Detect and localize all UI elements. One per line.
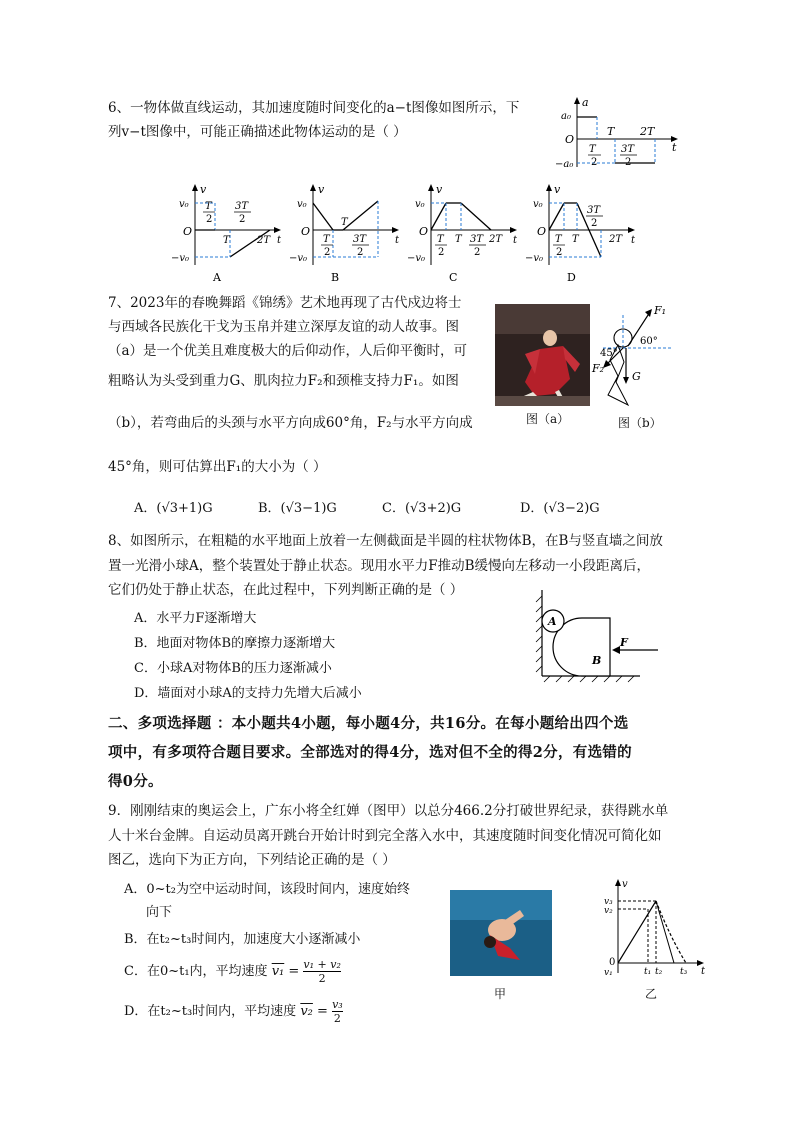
- svg-text:2: 2: [591, 157, 598, 168]
- q7-line3: （a）是一个优美且难度极大的后仰动作，人后仰平衡时，可: [108, 343, 468, 359]
- q7-line1: 7、2023年的春晚舞蹈《锦绣》艺术地再现了古代戍边将士: [108, 295, 462, 311]
- q9-option-b[interactable]: B．在t₂~t₃时间内，加速度大小逐渐减小: [124, 932, 361, 947]
- svg-text:−v₀: −v₀: [171, 253, 190, 264]
- svg-text:2T: 2T: [257, 235, 271, 246]
- q7-option-c[interactable]: C．(√3+2)G: [382, 501, 462, 516]
- svg-text:F₁: F₁: [654, 304, 667, 317]
- svg-text:T: T: [572, 234, 579, 245]
- svg-text:3T: 3T: [621, 144, 635, 155]
- q9-option-c-den: 2: [318, 972, 326, 985]
- svg-text:3T: 3T: [353, 234, 367, 245]
- svg-text:D: D: [567, 271, 576, 284]
- q9-line3: 图乙，选向下为正方向，下列结论正确的是（ ）: [108, 852, 396, 868]
- svg-text:T: T: [555, 234, 562, 245]
- q7-line4: 粗略认为头受到重力G、肌肉拉力F₂和颈椎支持力F₁。如图: [108, 373, 459, 389]
- svg-text:2: 2: [206, 214, 213, 225]
- svg-text:2: 2: [591, 218, 598, 229]
- q9-option-c-prefix: C．在0~t₁内，平均速度: [124, 964, 268, 979]
- q9-line1: 9．刚刚结束的奥运会上，广东小将全红婵（图甲）以总分466.2分打破世界纪录，获得跳水单: [108, 803, 669, 819]
- svg-text:v₀: v₀: [415, 199, 425, 210]
- svg-text:T: T: [323, 234, 330, 245]
- q9-option-a-line1[interactable]: A．0~t₂为空中运动时间，该段时间内，速度始终: [124, 882, 410, 897]
- svg-text:t: t: [701, 966, 706, 977]
- svg-text:2T: 2T: [489, 234, 503, 245]
- svg-text:v: v: [622, 879, 628, 890]
- q8-option-d[interactable]: D．墙面对小球A的支持力先增大后减小: [134, 686, 362, 701]
- q8-line2: 置一光滑小球A，整个装置处于静止状态。现用水平力F推动B缓慢向左移动一小段距离后，: [108, 558, 651, 574]
- q9-vt-graph: [600, 877, 710, 977]
- svg-text:O: O: [419, 225, 429, 238]
- svg-text:t: t: [672, 141, 677, 154]
- svg-text:−a₀: −a₀: [555, 159, 574, 170]
- svg-text:3T: 3T: [470, 234, 484, 245]
- svg-text:F: F: [620, 636, 628, 649]
- fig-jia-caption: 甲: [494, 987, 507, 1001]
- q9-option-d-num: v₃: [332, 998, 343, 1011]
- q6-line1: 6、一物体做直线运动，其加速度随时间变化的a−t图像如图所示，下: [108, 100, 520, 116]
- svg-text:2: 2: [324, 247, 331, 258]
- svg-text:v: v: [200, 183, 207, 196]
- svg-text:2: 2: [357, 247, 364, 258]
- q9-option-d-lhs: v₂: [300, 1004, 313, 1019]
- q7-option-a[interactable]: A．(√3+1)G: [134, 501, 213, 516]
- svg-text:2: 2: [556, 247, 563, 258]
- svg-text:t₁: t₁: [644, 967, 652, 977]
- svg-text:v: v: [318, 183, 325, 196]
- at-a-label: a: [582, 96, 589, 109]
- svg-text:t₃: t₃: [680, 967, 688, 977]
- svg-text:T: T: [455, 234, 462, 245]
- svg-text:O: O: [565, 133, 575, 146]
- dancer-photo: [495, 304, 590, 406]
- svg-text:O: O: [183, 225, 193, 238]
- svg-text:2: 2: [438, 247, 445, 258]
- graph-option-c: [407, 183, 518, 284]
- q9-option-d-den: 2: [333, 1012, 341, 1025]
- svg-text:3T: 3T: [235, 201, 249, 212]
- svg-text:t: t: [631, 235, 635, 246]
- svg-text:v₀: v₀: [533, 199, 543, 210]
- diver-photo: [450, 890, 552, 976]
- svg-text:2: 2: [474, 247, 481, 258]
- fig-b-caption: 图（b）: [618, 416, 662, 430]
- svg-text:t: t: [277, 235, 282, 246]
- svg-text:2: 2: [239, 214, 246, 225]
- section2-line1: 二、多项选择题 ：本小题共4小题，每小题4分，共16分。在每小题给出四个选: [108, 715, 629, 732]
- svg-text:T: T: [607, 125, 615, 138]
- q9-option-c-num: v₁ + v₂: [303, 958, 341, 971]
- svg-text:O: O: [537, 225, 547, 238]
- graph-option-a: [171, 183, 282, 284]
- svg-text:A: A: [548, 615, 557, 628]
- section2-line3: 得0分。: [108, 773, 163, 790]
- svg-text:45°: 45°: [600, 348, 618, 359]
- svg-text:v₀: v₀: [179, 199, 189, 210]
- svg-text:T: T: [437, 234, 444, 245]
- svg-text:−v₀: −v₀: [407, 253, 426, 264]
- svg-text:v₁: v₁: [604, 968, 613, 977]
- q9-line2: 人十米台金牌。自运动员离开跳台开始计时到完全落入水中，其速度随时间变化情况可简化如: [108, 828, 662, 844]
- svg-text:2: 2: [625, 157, 632, 168]
- graph-option-b: [289, 183, 400, 284]
- svg-text:t: t: [513, 235, 518, 246]
- q6-at-graph: [555, 95, 685, 175]
- q6-line2: 列v−t图像中，可能正确描述此物体运动的是（ ）: [108, 124, 407, 140]
- force-diagram: [588, 300, 688, 412]
- svg-text:3T: 3T: [587, 205, 601, 216]
- svg-text:G: G: [632, 370, 641, 383]
- svg-text:60°: 60°: [640, 336, 658, 347]
- svg-text:C: C: [449, 271, 458, 284]
- svg-text:v₂: v₂: [604, 906, 613, 916]
- section2-line2: 项中，有多项符合题目要求。全部选对的得4分，选对但不全的得2分，有选错的: [108, 744, 632, 761]
- fig-yi-caption: 乙: [645, 987, 658, 1001]
- svg-text:F₂: F₂: [592, 362, 605, 375]
- svg-text:2T: 2T: [609, 234, 623, 245]
- svg-text:2T: 2T: [640, 125, 655, 138]
- q8-option-a[interactable]: A．水平力F逐渐增大: [134, 611, 257, 626]
- q7-line6: 45°角，则可估算出F₁的大小为（ ）: [108, 459, 327, 475]
- q8-line1: 8、如图所示，在粗糙的水平地面上放着一左侧截面是半圆的柱状物体B，在B与竖直墙之间放: [108, 533, 663, 549]
- svg-text:O: O: [301, 225, 311, 238]
- svg-text:T: T: [589, 144, 596, 155]
- svg-text:T: T: [223, 235, 230, 246]
- svg-text:0: 0: [609, 957, 616, 968]
- svg-text:A: A: [213, 271, 221, 284]
- svg-text:t: t: [395, 235, 400, 246]
- q8-diagram: [530, 586, 665, 686]
- svg-text:T: T: [341, 217, 348, 228]
- q7-option-d[interactable]: D．(√3−2)G: [520, 501, 600, 516]
- fig-a-caption: 图（a）: [526, 412, 570, 426]
- svg-text:T: T: [205, 201, 212, 212]
- q8-option-b[interactable]: B．地面对物体B的摩擦力逐渐增大: [134, 636, 336, 651]
- q7-line5: （b），若弯曲后的头颈与水平方向成60°角，F₂与水平方向成: [108, 415, 473, 431]
- svg-text:−v₀: −v₀: [525, 253, 544, 264]
- q9-option-c[interactable]: C．在0~t₁内，平均速度 v₁ = $\frac{\text{v₁ + v₂}}{2}$: [124, 958, 341, 985]
- q9-option-d-prefix: D．在t₂~t₃时间内，平均速度: [124, 1004, 297, 1019]
- q8-option-c[interactable]: C．小球A对物体B的压力逐渐减小: [134, 661, 332, 676]
- svg-text:−v₀: −v₀: [289, 253, 308, 264]
- q7-option-b[interactable]: B．(√3−1)G: [258, 501, 337, 516]
- q9-option-a-line2: 向下: [146, 905, 173, 920]
- svg-text:B: B: [592, 654, 602, 667]
- q8-line3: 它们仍处于静止状态，在此过程中，下列判断正确的是（ ）: [108, 582, 464, 598]
- svg-text:v: v: [554, 183, 561, 196]
- q7-line2: 与西域各民族化干戈为玉帛并建立深厚友谊的动人故事。图: [108, 319, 459, 335]
- q9-option-c-lhs: v₁: [271, 964, 285, 979]
- svg-text:v₃: v₃: [604, 897, 613, 907]
- svg-text:B: B: [331, 271, 340, 284]
- q9-option-d[interactable]: D．在t₂~t₃时间内，平均速度 v₂ = $\frac{\text{v₃}}{2}$: [124, 998, 343, 1025]
- graph-option-d: [525, 183, 635, 284]
- svg-text:a₀: a₀: [561, 111, 571, 122]
- svg-text:v: v: [436, 183, 443, 196]
- svg-text:v₀: v₀: [297, 199, 307, 210]
- q6-vt-graphs: [165, 183, 635, 288]
- svg-text:t₂: t₂: [655, 967, 663, 977]
